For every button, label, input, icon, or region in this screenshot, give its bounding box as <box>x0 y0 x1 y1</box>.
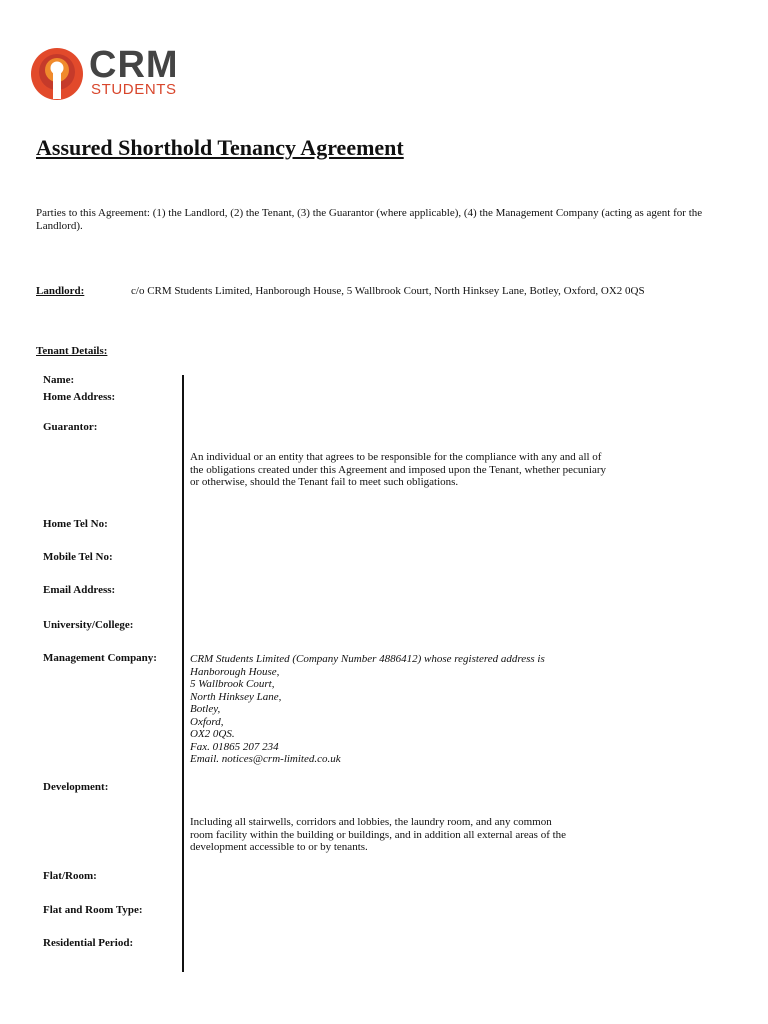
flat-room-type-label: Flat and Room Type: <box>43 904 143 916</box>
development-desc-line: Including all stairwells, corridors and lobbies, the laundry room, and any common <box>190 816 552 828</box>
university-label: University/College: <box>43 619 134 631</box>
management-company-label: Management Company: <box>43 652 157 664</box>
keyhole-logo-icon <box>30 47 84 101</box>
development-desc-line: development accessible to or by tenants. <box>190 841 368 853</box>
guarantor-description <box>190 451 606 489</box>
parties-text: Parties to this Agreement: (1) the Landlord, (2) the Tenant, (3) the Guarantor (where applicable), (4) the Management Company (acting as agent for the Landlord). <box>36 207 703 232</box>
guarantor-desc-line: An individual or an entity that agrees to be responsible for the compliance with any and all of <box>190 451 602 463</box>
development-description <box>190 816 566 854</box>
flat-room-label: Flat/Room: <box>43 870 97 882</box>
landlord-label: Landlord: <box>36 285 85 297</box>
home-address-label: Home Address: <box>43 391 116 403</box>
crm-students-logo <box>30 44 180 103</box>
management-company-description <box>190 653 545 766</box>
name-label: Name: <box>43 374 75 386</box>
landlord-value: c/o CRM Students Limited, Hanborough House, 5 Wallbrook Court, North Hinksey Lane, Botley, Oxford, OX2 0QS <box>131 285 645 297</box>
management-desc-line: CRM Students Limited (Company Number 4886412) whose registered address is <box>190 653 545 665</box>
management-desc-line: Fax. 01865 207 234 <box>190 740 279 753</box>
logo-brand-text: CRM <box>89 44 179 86</box>
management-desc-line: Oxford, <box>190 715 224 728</box>
guarantor-label: Guarantor: <box>43 421 98 433</box>
development-label: Development: <box>43 781 109 793</box>
tenant-details-label: Tenant Details: <box>36 345 108 357</box>
home-tel-label: Home Tel No: <box>43 518 108 530</box>
logo-sub-text: STUDENTS <box>91 81 177 98</box>
management-desc-line: Botley, <box>190 703 221 715</box>
development-desc-line: room facility within the building or buildings, and in addition all external areas of the <box>190 828 567 841</box>
management-desc-line: OX2 0QS. <box>190 728 235 740</box>
mobile-tel-label: Mobile Tel No: <box>43 551 113 563</box>
email-address-label: Email Address: <box>43 584 116 596</box>
guarantor-desc-line: or otherwise, should the Tenant fail to meet such obligations. <box>190 476 459 488</box>
management-desc-line: Email. notices@crm-limited.co.uk <box>190 753 341 765</box>
column-divider <box>182 375 184 972</box>
residential-period-label: Residential Period: <box>43 937 134 949</box>
page-title: Assured Shorthold Tenancy Agreement <box>36 135 404 160</box>
management-desc-line: Hanborough House, <box>190 665 280 678</box>
management-desc-line: North Hinksey Lane, <box>190 690 282 703</box>
management-desc-line: 5 Wallbrook Court, <box>190 678 275 690</box>
guarantor-desc-line: the obligations created under this Agreement and imposed upon the Tenant, whether pecuniary <box>190 463 606 476</box>
